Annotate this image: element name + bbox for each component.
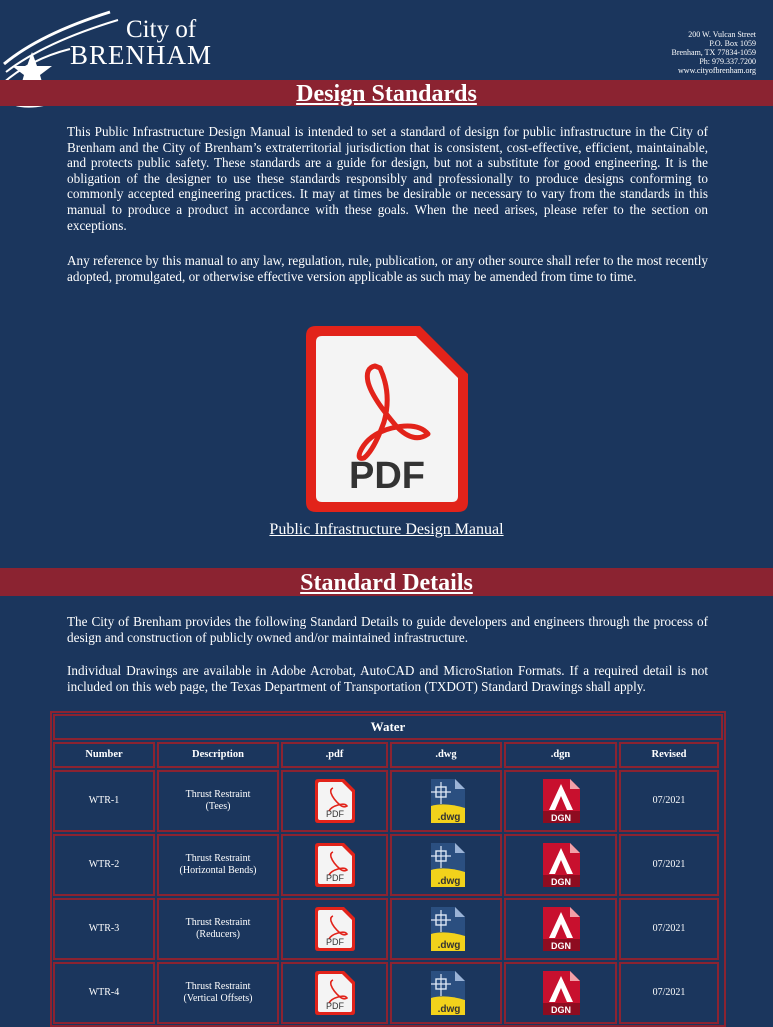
row-dwg-cell <box>390 898 502 960</box>
row-pdf-cell <box>281 962 388 1024</box>
row-dgn-cell <box>504 834 617 896</box>
dwg-file-icon[interactable] <box>425 842 467 888</box>
header-pdf: .pdf <box>281 742 388 768</box>
logo-name-text: BRENHAM <box>70 40 213 70</box>
row-description: Thrust Restraint (Vertical Offsets) <box>157 962 279 1024</box>
row-dwg-cell <box>390 962 502 1024</box>
row-dgn-cell <box>504 962 617 1024</box>
svg-text:PDF: PDF <box>325 937 344 947</box>
pdf-file-icon[interactable] <box>314 778 356 824</box>
row-revised: 07/2021 <box>619 770 719 832</box>
row-description: Thrust Restraint (Reducers) <box>157 898 279 960</box>
svg-text:DGN: DGN <box>550 941 571 951</box>
table-row <box>52 897 724 961</box>
pdf-file-icon[interactable] <box>314 906 356 952</box>
table-caption: Water <box>53 714 723 740</box>
table-header-row <box>52 741 724 769</box>
svg-text:DGN: DGN <box>550 877 571 887</box>
row-number: WTR-2 <box>53 834 155 896</box>
header-description: Description <box>157 742 279 768</box>
dgn-file-icon[interactable] <box>540 778 582 824</box>
svg-text:.dwg: .dwg <box>437 940 461 951</box>
row-revised: 07/2021 <box>619 898 719 960</box>
row-dwg-cell <box>390 834 502 896</box>
row-dgn-cell <box>504 770 617 832</box>
water-details-table <box>50 711 726 1027</box>
standard-details-paragraph-1: The City of Brenham provides the following Standard Details to guide developers and engineers through the process of design and construction of publicly owned and/or maintained infrastructure. <box>67 614 708 645</box>
svg-text:DGN: DGN <box>550 1005 571 1015</box>
table-row <box>52 833 724 897</box>
row-pdf-cell <box>281 834 388 896</box>
design-standards-paragraph-1: This Public Infrastructure Design Manual is intended to set a standard of design for public infrastructure in the City of Brenham and the City of Brenham’s extraterritorial jurisdiction that is consistent, cost-effective, efficient, maintainable, and protects public safety. These standards are a guide for design, but not a substitute for good engineering. It is the obligation of the designer to use these standards responsibly and professionally to produce designs conforming to commonly accepted engineering practices. It may at times be desirable or necessary to vary from the standards in this manual to produce a product in accordance with these goals. When the need arises, please refer to the section on exceptions. <box>67 124 708 233</box>
standard-details-title: Standard Details <box>300 570 473 596</box>
svg-text:PDF: PDF <box>325 873 344 883</box>
dwg-file-icon[interactable] <box>425 970 467 1016</box>
site-header <box>0 0 773 80</box>
row-description: Thrust Restraint (Horizontal Bends) <box>157 834 279 896</box>
manual-link[interactable]: Public Infrastructure Design Manual <box>269 521 504 538</box>
contact-address <box>671 30 756 75</box>
row-dgn-cell <box>504 898 617 960</box>
svg-text:DGN: DGN <box>550 813 571 823</box>
row-description: Thrust Restraint (Tees) <box>157 770 279 832</box>
svg-text:PDF: PDF <box>349 455 425 497</box>
row-revised: 07/2021 <box>619 962 719 1024</box>
dwg-file-icon[interactable] <box>425 906 467 952</box>
address-street: 200 W. Vulcan Street <box>688 30 756 39</box>
standard-details-paragraph-2: Individual Drawings are available in Adobe Acrobat, AutoCAD and MicroStation Formats. If a required detail is not included on this web page, the Texas Department of Transportation (TXDOT) Standard Drawings shall apply. <box>67 663 708 694</box>
row-dwg-cell <box>390 770 502 832</box>
pdf-file-icon[interactable] <box>314 842 356 888</box>
row-number: WTR-1 <box>53 770 155 832</box>
row-number: WTR-4 <box>53 962 155 1024</box>
svg-text:.dwg: .dwg <box>437 1004 461 1015</box>
table-row <box>52 769 724 833</box>
svg-text:.dwg: .dwg <box>437 812 461 823</box>
manual-pdf-icon[interactable] <box>302 322 472 516</box>
row-revised: 07/2021 <box>619 834 719 896</box>
header-revised: Revised <box>619 742 719 768</box>
address-website[interactable]: www.cityofbrenham.org <box>678 66 756 75</box>
address-city: Brenham, TX 77834-1059 <box>671 48 756 57</box>
header-number: Number <box>53 742 155 768</box>
row-pdf-cell <box>281 770 388 832</box>
header-dwg: .dwg <box>390 742 502 768</box>
logo-city-text: City of <box>126 16 197 43</box>
dgn-file-icon[interactable] <box>540 970 582 1016</box>
header-dgn: .dgn <box>504 742 617 768</box>
row-pdf-cell <box>281 898 388 960</box>
table-row <box>52 961 724 1025</box>
address-phone: Ph: 979.337.7200 <box>699 57 756 66</box>
address-pobox: P.O. Box 1059 <box>709 39 756 48</box>
svg-text:.dwg: .dwg <box>437 876 461 887</box>
row-number: WTR-3 <box>53 898 155 960</box>
design-standards-title: Design Standards <box>296 81 477 107</box>
dgn-file-icon[interactable] <box>540 842 582 888</box>
design-standards-paragraph-2: Any reference by this manual to any law, regulation, rule, publication, or any other source shall refer to the most recently adopted, promulgated, or otherwise effective version applicable as such may be amended from time to time. <box>67 253 708 284</box>
svg-text:PDF: PDF <box>325 809 344 819</box>
pdf-file-icon[interactable] <box>314 970 356 1016</box>
dwg-file-icon[interactable] <box>425 778 467 824</box>
dgn-file-icon[interactable] <box>540 906 582 952</box>
svg-text:PDF: PDF <box>325 1001 344 1011</box>
